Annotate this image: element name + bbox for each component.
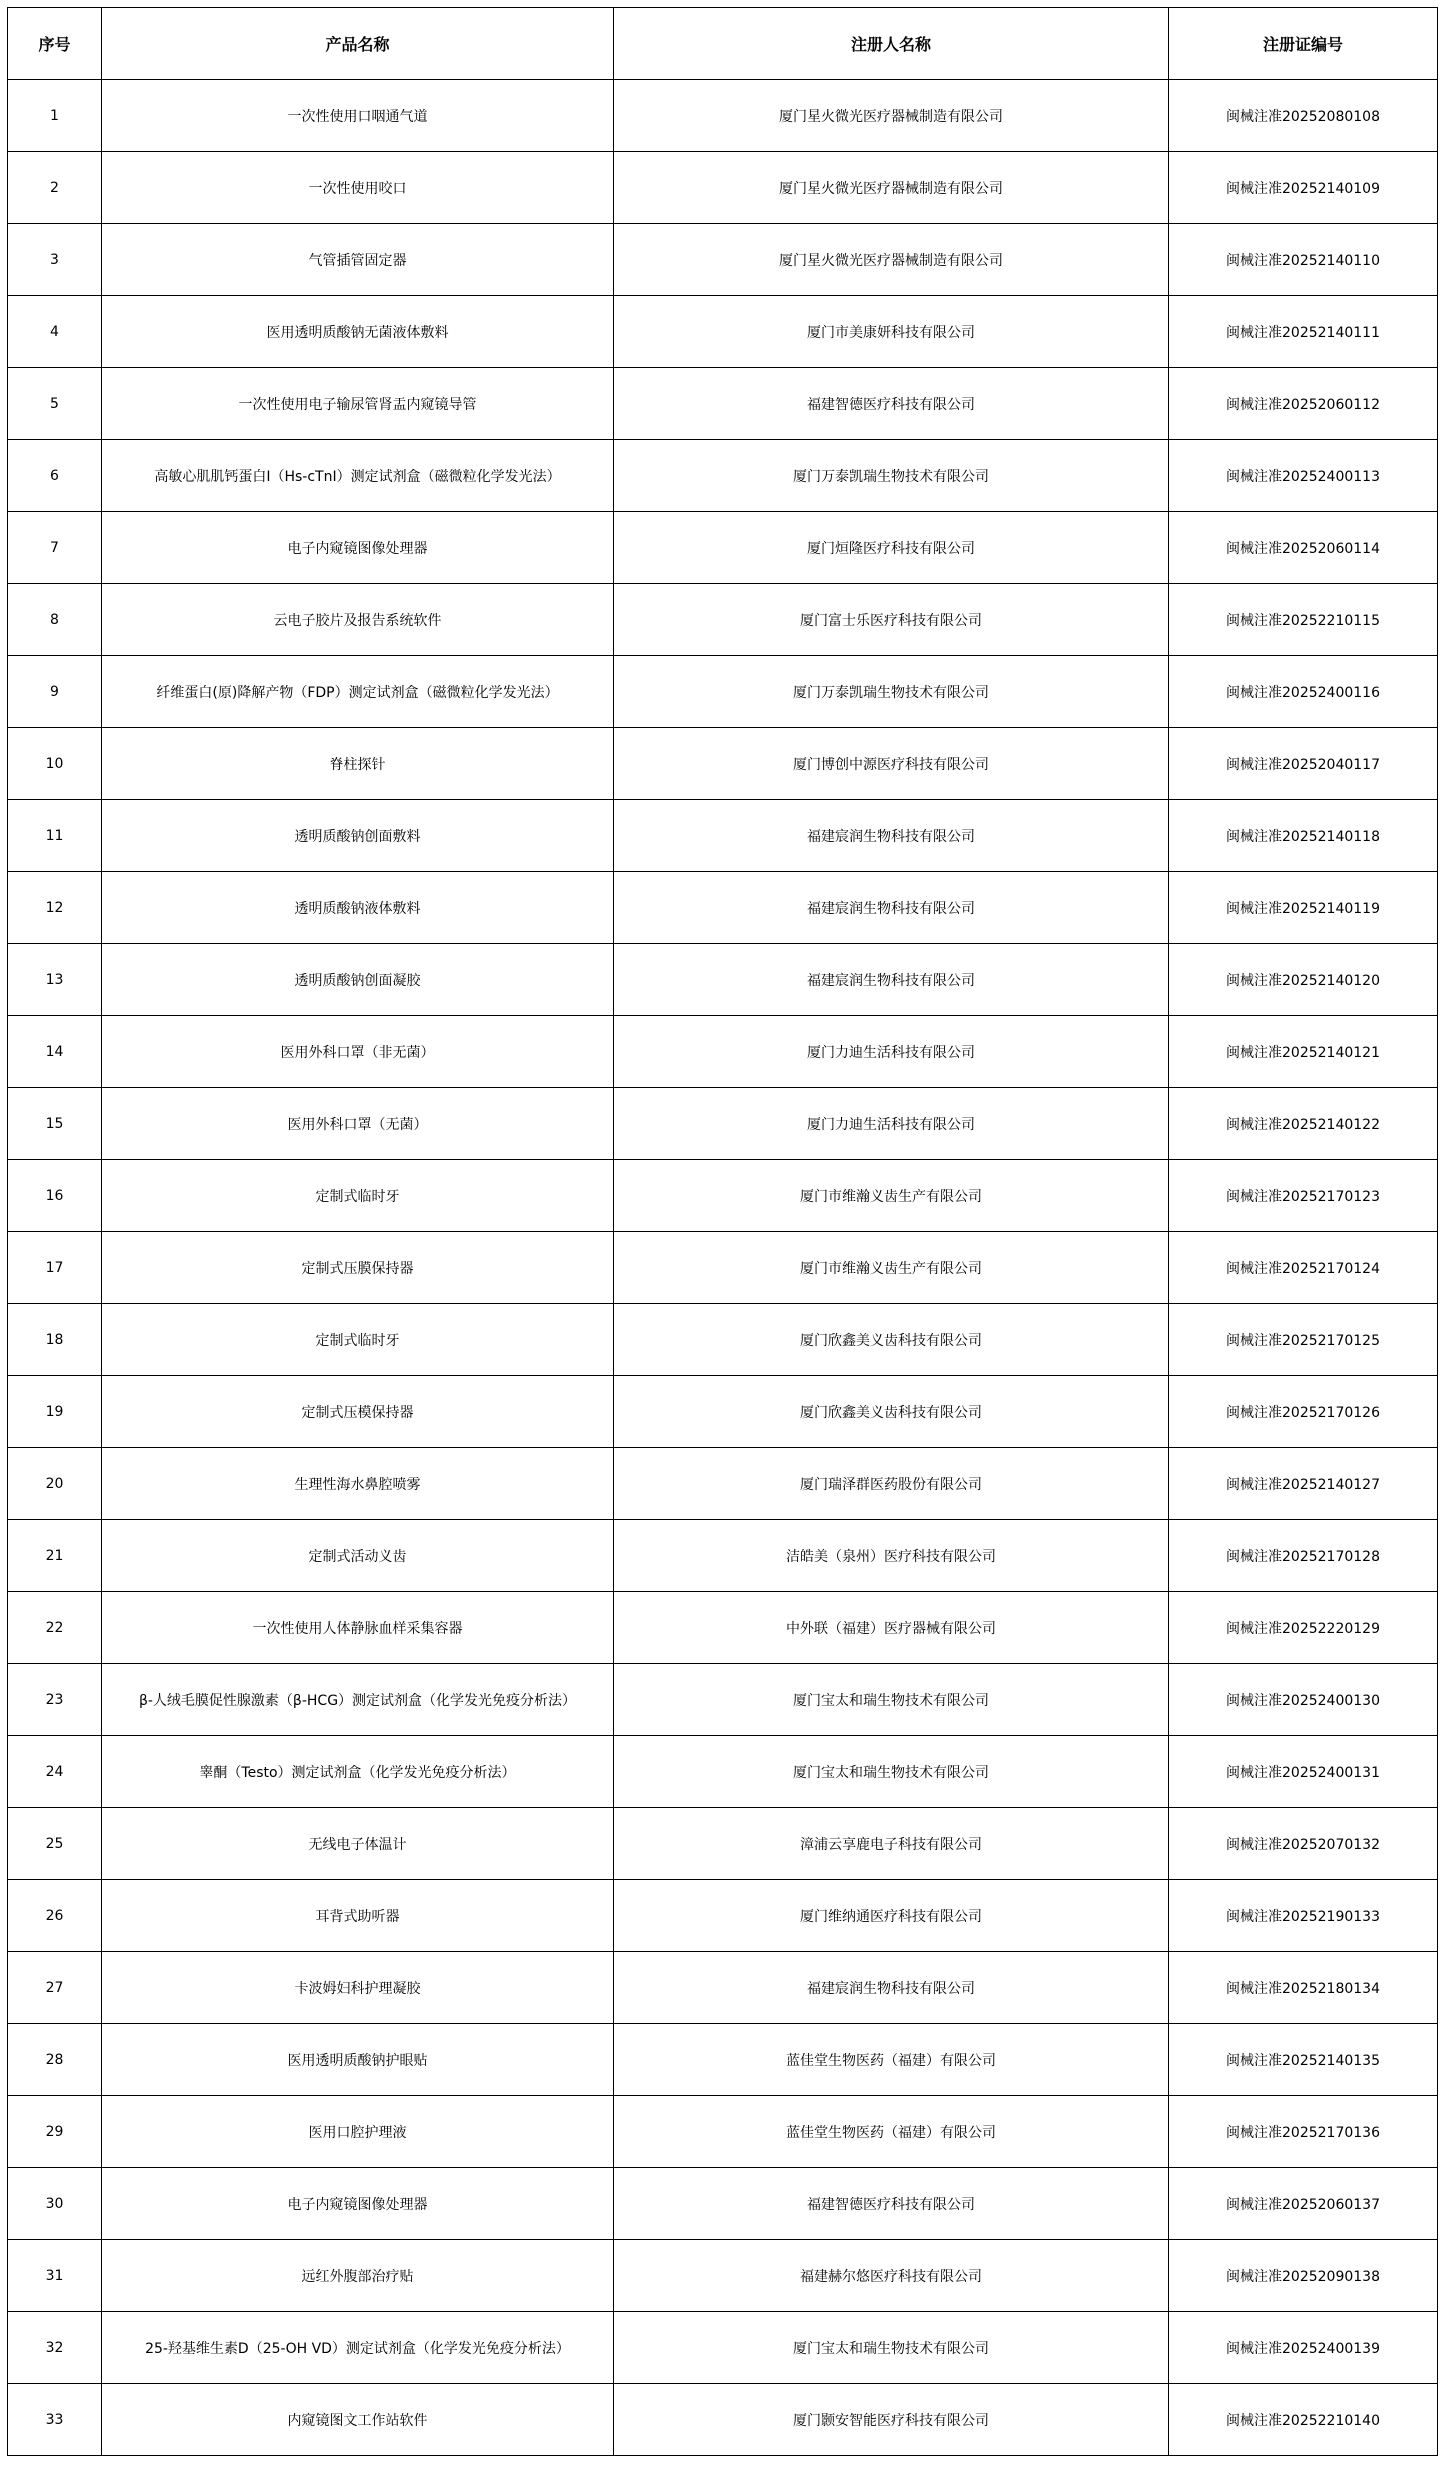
cell-product-name: 医用外科口罩（非无菌） — [102, 1016, 614, 1088]
table-row — [8, 1520, 1438, 1592]
cell-product-name: 脊柱探针 — [102, 728, 614, 800]
cell-certificate-number: 闽械注准20252040117 — [1169, 728, 1438, 800]
cell-product-name: 耳背式助听器 — [102, 1880, 614, 1952]
cell-serial-number: 3 — [8, 224, 102, 296]
cell-registrant-name: 厦门力迪生活科技有限公司 — [614, 1016, 1169, 1088]
cell-certificate-number: 闽械注准20252140121 — [1169, 1016, 1438, 1088]
cell-serial-number: 16 — [8, 1160, 102, 1232]
cell-serial-number: 33 — [8, 2384, 102, 2456]
table-row — [8, 1592, 1438, 1664]
cell-product-name: 定制式活动义齿 — [102, 1520, 614, 1592]
cell-serial-number: 12 — [8, 872, 102, 944]
table-row — [8, 1088, 1438, 1160]
cell-product-name: 医用透明质酸钠护眼贴 — [102, 2024, 614, 2096]
cell-serial-number: 31 — [8, 2240, 102, 2312]
cell-certificate-number: 闽械注准20252400113 — [1169, 440, 1438, 512]
cell-registrant-name: 洁皓美（泉州）医疗科技有限公司 — [614, 1520, 1169, 1592]
table-row — [8, 224, 1438, 296]
cell-serial-number: 8 — [8, 584, 102, 656]
cell-serial-number: 25 — [8, 1808, 102, 1880]
cell-certificate-number: 闽械注准20252060137 — [1169, 2168, 1438, 2240]
cell-registrant-name: 厦门欣鑫美义齿科技有限公司 — [614, 1304, 1169, 1376]
cell-registrant-name: 福建赫尔悠医疗科技有限公司 — [614, 2240, 1169, 2312]
cell-product-name: 定制式临时牙 — [102, 1160, 614, 1232]
table-row — [8, 1160, 1438, 1232]
table-row — [8, 512, 1438, 584]
cell-registrant-name: 厦门星火微光医疗器械制造有限公司 — [614, 80, 1169, 152]
table-row — [8, 440, 1438, 512]
cell-registrant-name: 厦门市维瀚义齿生产有限公司 — [614, 1232, 1169, 1304]
cell-serial-number: 14 — [8, 1016, 102, 1088]
cell-registrant-name: 福建宸润生物科技有限公司 — [614, 944, 1169, 1016]
cell-serial-number: 30 — [8, 2168, 102, 2240]
cell-serial-number: 11 — [8, 800, 102, 872]
header-registrant-name: 注册人名称 — [614, 8, 1169, 80]
cell-certificate-number: 闽械注准20252090138 — [1169, 2240, 1438, 2312]
cell-product-name: 一次性使用咬口 — [102, 152, 614, 224]
table-row — [8, 1952, 1438, 2024]
cell-registrant-name: 厦门力迪生活科技有限公司 — [614, 1088, 1169, 1160]
cell-product-name: 透明质酸钠液体敷料 — [102, 872, 614, 944]
cell-product-name: 无线电子体温计 — [102, 1808, 614, 1880]
cell-certificate-number: 闽械注准20252170124 — [1169, 1232, 1438, 1304]
cell-serial-number: 32 — [8, 2312, 102, 2384]
cell-serial-number: 20 — [8, 1448, 102, 1520]
header-product-name: 产品名称 — [102, 8, 614, 80]
cell-certificate-number: 闽械注准20252400139 — [1169, 2312, 1438, 2384]
table-header — [8, 8, 1438, 80]
cell-serial-number: 6 — [8, 440, 102, 512]
cell-registrant-name: 厦门万泰凯瑞生物技术有限公司 — [614, 440, 1169, 512]
cell-serial-number: 5 — [8, 368, 102, 440]
cell-registrant-name: 厦门欣鑫美义齿科技有限公司 — [614, 1376, 1169, 1448]
table-row — [8, 2312, 1438, 2384]
cell-registrant-name: 厦门宝太和瑞生物技术有限公司 — [614, 1664, 1169, 1736]
cell-product-name: 内窥镜图文工作站软件 — [102, 2384, 614, 2456]
registration-table — [7, 7, 1438, 2456]
table-row — [8, 1664, 1438, 1736]
cell-registrant-name: 厦门宝太和瑞生物技术有限公司 — [614, 1736, 1169, 1808]
cell-certificate-number: 闽械注准20252060114 — [1169, 512, 1438, 584]
cell-product-name: 纤维蛋白(原)降解产物（FDP）测定试剂盒（磁微粒化学发光法） — [102, 656, 614, 728]
table-row — [8, 1376, 1438, 1448]
cell-product-name: 气管插管固定器 — [102, 224, 614, 296]
cell-serial-number: 24 — [8, 1736, 102, 1808]
cell-serial-number: 23 — [8, 1664, 102, 1736]
cell-product-name: 一次性使用人体静脉血样采集容器 — [102, 1592, 614, 1664]
table-row — [8, 1304, 1438, 1376]
cell-certificate-number: 闽械注准20252140110 — [1169, 224, 1438, 296]
cell-registrant-name: 厦门瑞泽群医药股份有限公司 — [614, 1448, 1169, 1520]
cell-certificate-number: 闽械注准20252140109 — [1169, 152, 1438, 224]
table-row — [8, 728, 1438, 800]
cell-certificate-number: 闽械注准20252140127 — [1169, 1448, 1438, 1520]
cell-serial-number: 13 — [8, 944, 102, 1016]
cell-registrant-name: 厦门富士乐医疗科技有限公司 — [614, 584, 1169, 656]
cell-certificate-number: 闽械注准20252170123 — [1169, 1160, 1438, 1232]
cell-serial-number: 26 — [8, 1880, 102, 1952]
cell-product-name: 卡波姆妇科护理凝胶 — [102, 1952, 614, 2024]
header-row — [8, 8, 1438, 80]
table-row — [8, 152, 1438, 224]
cell-serial-number: 29 — [8, 2096, 102, 2168]
cell-certificate-number: 闽械注准20252080108 — [1169, 80, 1438, 152]
table-row — [8, 80, 1438, 152]
table-body — [8, 80, 1438, 2456]
cell-certificate-number: 闽械注准20252180134 — [1169, 1952, 1438, 2024]
cell-registrant-name: 厦门博创中源医疗科技有限公司 — [614, 728, 1169, 800]
cell-serial-number: 15 — [8, 1088, 102, 1160]
cell-product-name: 电子内窥镜图像处理器 — [102, 2168, 614, 2240]
cell-certificate-number: 闽械注准20252190133 — [1169, 1880, 1438, 1952]
cell-serial-number: 18 — [8, 1304, 102, 1376]
cell-product-name: 医用口腔护理液 — [102, 2096, 614, 2168]
table-row — [8, 1232, 1438, 1304]
cell-registrant-name: 厦门颢安智能医疗科技有限公司 — [614, 2384, 1169, 2456]
cell-certificate-number: 闽械注准20252170128 — [1169, 1520, 1438, 1592]
cell-serial-number: 9 — [8, 656, 102, 728]
cell-certificate-number: 闽械注准20252140122 — [1169, 1088, 1438, 1160]
cell-registrant-name: 中外联（福建）医疗器械有限公司 — [614, 1592, 1169, 1664]
cell-serial-number: 4 — [8, 296, 102, 368]
table-row — [8, 872, 1438, 944]
cell-certificate-number: 闽械注准20252170126 — [1169, 1376, 1438, 1448]
cell-product-name: 透明质酸钠创面凝胶 — [102, 944, 614, 1016]
cell-certificate-number: 闽械注准20252400131 — [1169, 1736, 1438, 1808]
table-row — [8, 1016, 1438, 1088]
cell-certificate-number: 闽械注准20252210115 — [1169, 584, 1438, 656]
cell-product-name: 25-羟基维生素D（25-OH VD）测定试剂盒（化学发光免疫分析法） — [102, 2312, 614, 2384]
cell-product-name: 远红外腹部治疗贴 — [102, 2240, 614, 2312]
cell-product-name: 电子内窥镜图像处理器 — [102, 512, 614, 584]
cell-certificate-number: 闽械注准20252140135 — [1169, 2024, 1438, 2096]
registration-table-container — [7, 7, 1437, 2456]
table-row — [8, 1808, 1438, 1880]
table-row — [8, 584, 1438, 656]
cell-product-name: 定制式压模保持器 — [102, 1376, 614, 1448]
cell-certificate-number: 闽械注准20252060112 — [1169, 368, 1438, 440]
cell-serial-number: 21 — [8, 1520, 102, 1592]
cell-serial-number: 19 — [8, 1376, 102, 1448]
cell-registrant-name: 厦门万泰凯瑞生物技术有限公司 — [614, 656, 1169, 728]
cell-product-name: 定制式临时牙 — [102, 1304, 614, 1376]
cell-certificate-number: 闽械注准20252210140 — [1169, 2384, 1438, 2456]
cell-certificate-number: 闽械注准20252140120 — [1169, 944, 1438, 1016]
table-row — [8, 2024, 1438, 2096]
cell-registrant-name: 厦门星火微光医疗器械制造有限公司 — [614, 224, 1169, 296]
cell-product-name: 云电子胶片及报告系统软件 — [102, 584, 614, 656]
table-row — [8, 944, 1438, 1016]
table-row — [8, 656, 1438, 728]
cell-product-name: 生理性海水鼻腔喷雾 — [102, 1448, 614, 1520]
cell-product-name: 一次性使用电子输尿管肾盂内窥镜导管 — [102, 368, 614, 440]
cell-certificate-number: 闽械注准20252140118 — [1169, 800, 1438, 872]
cell-certificate-number: 闽械注准20252220129 — [1169, 1592, 1438, 1664]
cell-registrant-name: 福建智德医疗科技有限公司 — [614, 2168, 1169, 2240]
cell-serial-number: 28 — [8, 2024, 102, 2096]
cell-registrant-name: 蓝佳堂生物医药（福建）有限公司 — [614, 2024, 1169, 2096]
cell-product-name: 透明质酸钠创面敷料 — [102, 800, 614, 872]
cell-serial-number: 22 — [8, 1592, 102, 1664]
cell-product-name: 医用透明质酸钠无菌液体敷料 — [102, 296, 614, 368]
table-row — [8, 1880, 1438, 1952]
cell-certificate-number: 闽械注准20252170125 — [1169, 1304, 1438, 1376]
table-row — [8, 1736, 1438, 1808]
cell-serial-number: 10 — [8, 728, 102, 800]
table-row — [8, 800, 1438, 872]
cell-product-name: 一次性使用口咽通气道 — [102, 80, 614, 152]
cell-registrant-name: 福建宸润生物科技有限公司 — [614, 872, 1169, 944]
cell-serial-number: 17 — [8, 1232, 102, 1304]
cell-certificate-number: 闽械注准20252140119 — [1169, 872, 1438, 944]
header-serial-number: 序号 — [8, 8, 102, 80]
cell-registrant-name: 福建宸润生物科技有限公司 — [614, 1952, 1169, 2024]
cell-serial-number: 1 — [8, 80, 102, 152]
cell-registrant-name: 厦门星火微光医疗器械制造有限公司 — [614, 152, 1169, 224]
cell-certificate-number: 闽械注准20252400116 — [1169, 656, 1438, 728]
cell-serial-number: 27 — [8, 1952, 102, 2024]
cell-product-name: 定制式压膜保持器 — [102, 1232, 614, 1304]
cell-registrant-name: 厦门宝太和瑞生物技术有限公司 — [614, 2312, 1169, 2384]
cell-registrant-name: 厦门烜隆医疗科技有限公司 — [614, 512, 1169, 584]
table-row — [8, 2384, 1438, 2456]
cell-registrant-name: 厦门市美康妍科技有限公司 — [614, 296, 1169, 368]
cell-serial-number: 2 — [8, 152, 102, 224]
cell-product-name: β-人绒毛膜促性腺激素（β-HCG）测定试剂盒（化学发光免疫分析法） — [102, 1664, 614, 1736]
cell-certificate-number: 闽械注准20252400130 — [1169, 1664, 1438, 1736]
cell-registrant-name: 福建宸润生物科技有限公司 — [614, 800, 1169, 872]
cell-product-name: 睾酮（Testo）测定试剂盒（化学发光免疫分析法） — [102, 1736, 614, 1808]
header-certificate-number: 注册证编号 — [1169, 8, 1438, 80]
cell-product-name: 医用外科口罩（无菌） — [102, 1088, 614, 1160]
cell-registrant-name: 福建智德医疗科技有限公司 — [614, 368, 1169, 440]
table-row — [8, 368, 1438, 440]
table-row — [8, 1448, 1438, 1520]
cell-product-name: 高敏心肌肌钙蛋白I（Hs-cTnI）测定试剂盒（磁微粒化学发光法） — [102, 440, 614, 512]
cell-registrant-name: 蓝佳堂生物医药（福建）有限公司 — [614, 2096, 1169, 2168]
cell-certificate-number: 闽械注准20252140111 — [1169, 296, 1438, 368]
table-row — [8, 296, 1438, 368]
cell-registrant-name: 厦门市维瀚义齿生产有限公司 — [614, 1160, 1169, 1232]
cell-registrant-name: 厦门维纳通医疗科技有限公司 — [614, 1880, 1169, 1952]
cell-certificate-number: 闽械注准20252070132 — [1169, 1808, 1438, 1880]
cell-certificate-number: 闽械注准20252170136 — [1169, 2096, 1438, 2168]
table-row — [8, 2168, 1438, 2240]
table-row — [8, 2096, 1438, 2168]
cell-serial-number: 7 — [8, 512, 102, 584]
table-row — [8, 2240, 1438, 2312]
cell-registrant-name: 漳浦云享鹿电子科技有限公司 — [614, 1808, 1169, 1880]
